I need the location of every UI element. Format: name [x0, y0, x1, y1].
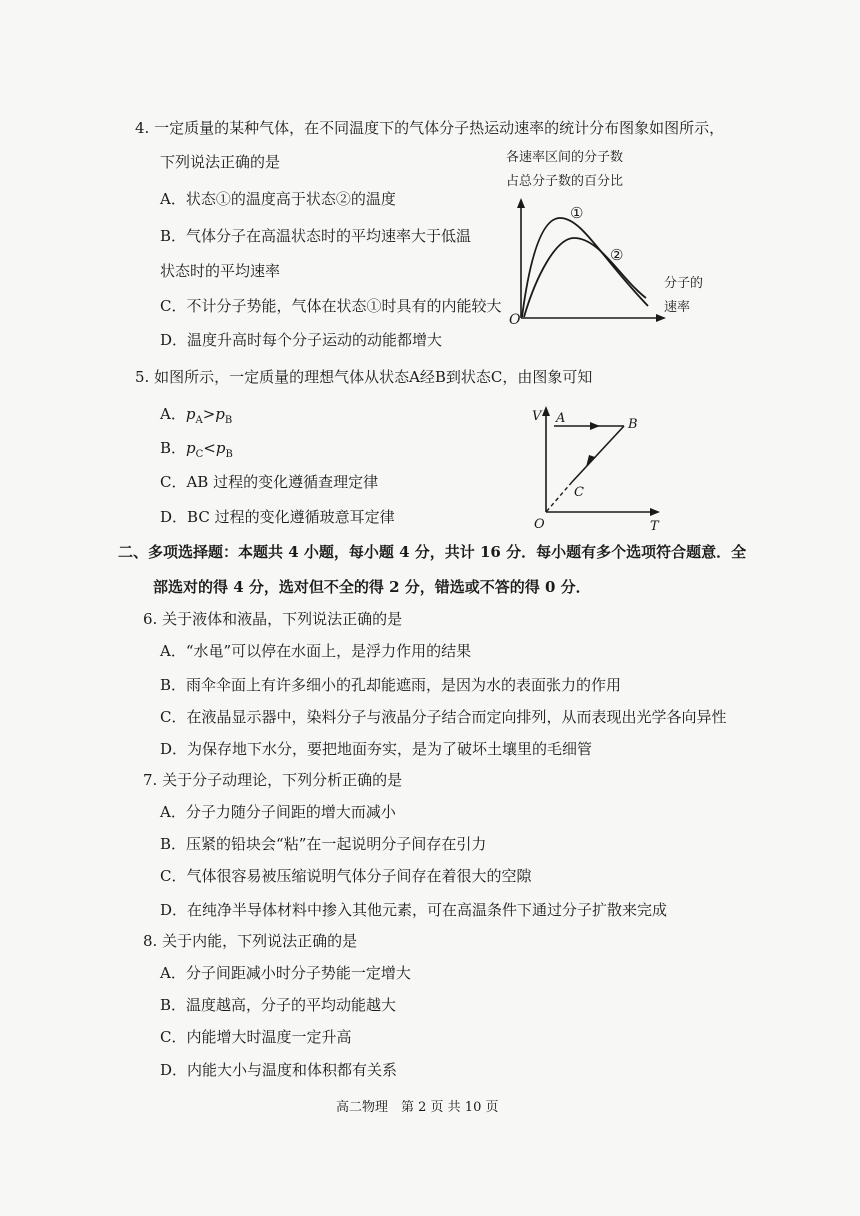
- q7-option-c: C．气体很容易被压缩说明气体分子间存在着很大的空隙: [160, 867, 532, 885]
- speed-distribution-figure: [500, 196, 670, 331]
- q5-option-a: A．$p_A>p_B$: [160, 405, 233, 426]
- q4-option-d: D．温度升高时每个分子运动的动能都增大: [160, 331, 443, 349]
- q8-option-b: B．温度越高，分子的平均动能越大: [160, 996, 397, 1014]
- q6-option-a: A．“水黾”可以停在水面上，是浮力作用的结果: [160, 642, 472, 660]
- process-bc: [572, 426, 624, 482]
- q8-stem: 8. 关于内能，下列说法正确的是: [143, 932, 358, 950]
- section2-header-line1: 二、多项选择题：本题共 4 小题，每小题 4 分，共计 16 分．每小题有多个选项符合题意．全: [118, 543, 747, 561]
- q7-option-d: D．在纯净半导体材料中掺入其他元素，可在高温条件下通过分子扩散来完成: [160, 901, 668, 919]
- q5-option-c: C．AB 过程的变化遵循查理定律: [160, 473, 379, 491]
- q4-fig-xlabel-1: 分子的: [664, 276, 704, 291]
- q5-option-b: B．$p_C<p_B$: [160, 439, 233, 460]
- vt-origin-label: O: [534, 517, 545, 532]
- q7-option-a: A．分子力随分子间距的增大而减小: [160, 803, 396, 821]
- q8-option-a: A．分子间距减小时分子势能一定增大: [160, 964, 411, 982]
- q4-option-b-cont: 状态时的平均速率: [160, 262, 281, 280]
- q6-option-d: D．为保存地下水分，要把地面夯实，是为了破坏土壤里的毛细管: [160, 740, 593, 758]
- q4-option-b: B．气体分子在高温状态时的平均速率大于低温: [160, 227, 472, 245]
- point-b-label: B: [628, 417, 638, 432]
- t-axis-label: T: [650, 519, 659, 534]
- v-axis-label: V: [532, 409, 542, 424]
- curve-state-1: [522, 218, 648, 317]
- q7-option-b: B．压紧的铅块会“粘”在一起说明分子间存在引力: [160, 835, 487, 853]
- q5-stem: 5. 如图所示，一定质量的理想气体从状态A经B到状态C，由图象可知: [135, 368, 593, 386]
- curve-2-label: ②: [610, 246, 624, 264]
- q4-fig-xlabel-2: 速率: [664, 300, 691, 315]
- curve-state-2: [524, 238, 646, 317]
- point-a-label: A: [556, 411, 566, 426]
- section2-header-line2: 部选对的得 4 分，选对但不全的得 2 分，错选或不答的得 0 分．: [153, 578, 591, 596]
- q8-option-d: D．内能大小与温度和体积都有关系: [160, 1061, 398, 1079]
- q4-stem-line1: 4. 一定质量的某种气体，在不同温度下的气体分子热运动速率的统计分布图象如图所示，: [135, 119, 725, 137]
- q4-fig-ylabel-1: 各速率区间的分子数: [506, 150, 624, 165]
- q6-option-b: B．雨伞伞面上有许多细小的孔却能遮雨，是因为水的表面张力的作用: [160, 676, 622, 694]
- q4-option-a: A．状态①的温度高于状态②的温度: [160, 190, 396, 208]
- q5-option-d: D．BC 过程的变化遵循玻意耳定律: [160, 508, 395, 526]
- q6-option-c: C．在液晶显示器中，染料分子与液晶分子结合而定向排列，从而表现出光学各向异性: [160, 708, 727, 726]
- q4-stem-line2: 下列说法正确的是: [160, 153, 281, 171]
- q6-stem: 6. 关于液体和液晶，下列说法正确的是: [143, 610, 403, 628]
- q4-fig-ylabel-2: 占总分子数的百分比: [506, 174, 624, 189]
- vt-diagram-figure: [530, 404, 670, 534]
- q7-stem: 7. 关于分子动理论，下列分析正确的是: [143, 771, 403, 789]
- q4-fig-origin: O: [509, 312, 521, 328]
- page-footer: 高二物理 第 2 页 共 10 页: [336, 1100, 499, 1115]
- q8-option-c: C．内能增大时温度一定升高: [160, 1028, 352, 1046]
- curve-1-label: ①: [570, 204, 584, 222]
- q4-option-c: C．不计分子势能，气体在状态①时具有的内能较大: [160, 297, 502, 315]
- point-c-label: C: [574, 485, 584, 500]
- dashed-extension: [546, 482, 572, 512]
